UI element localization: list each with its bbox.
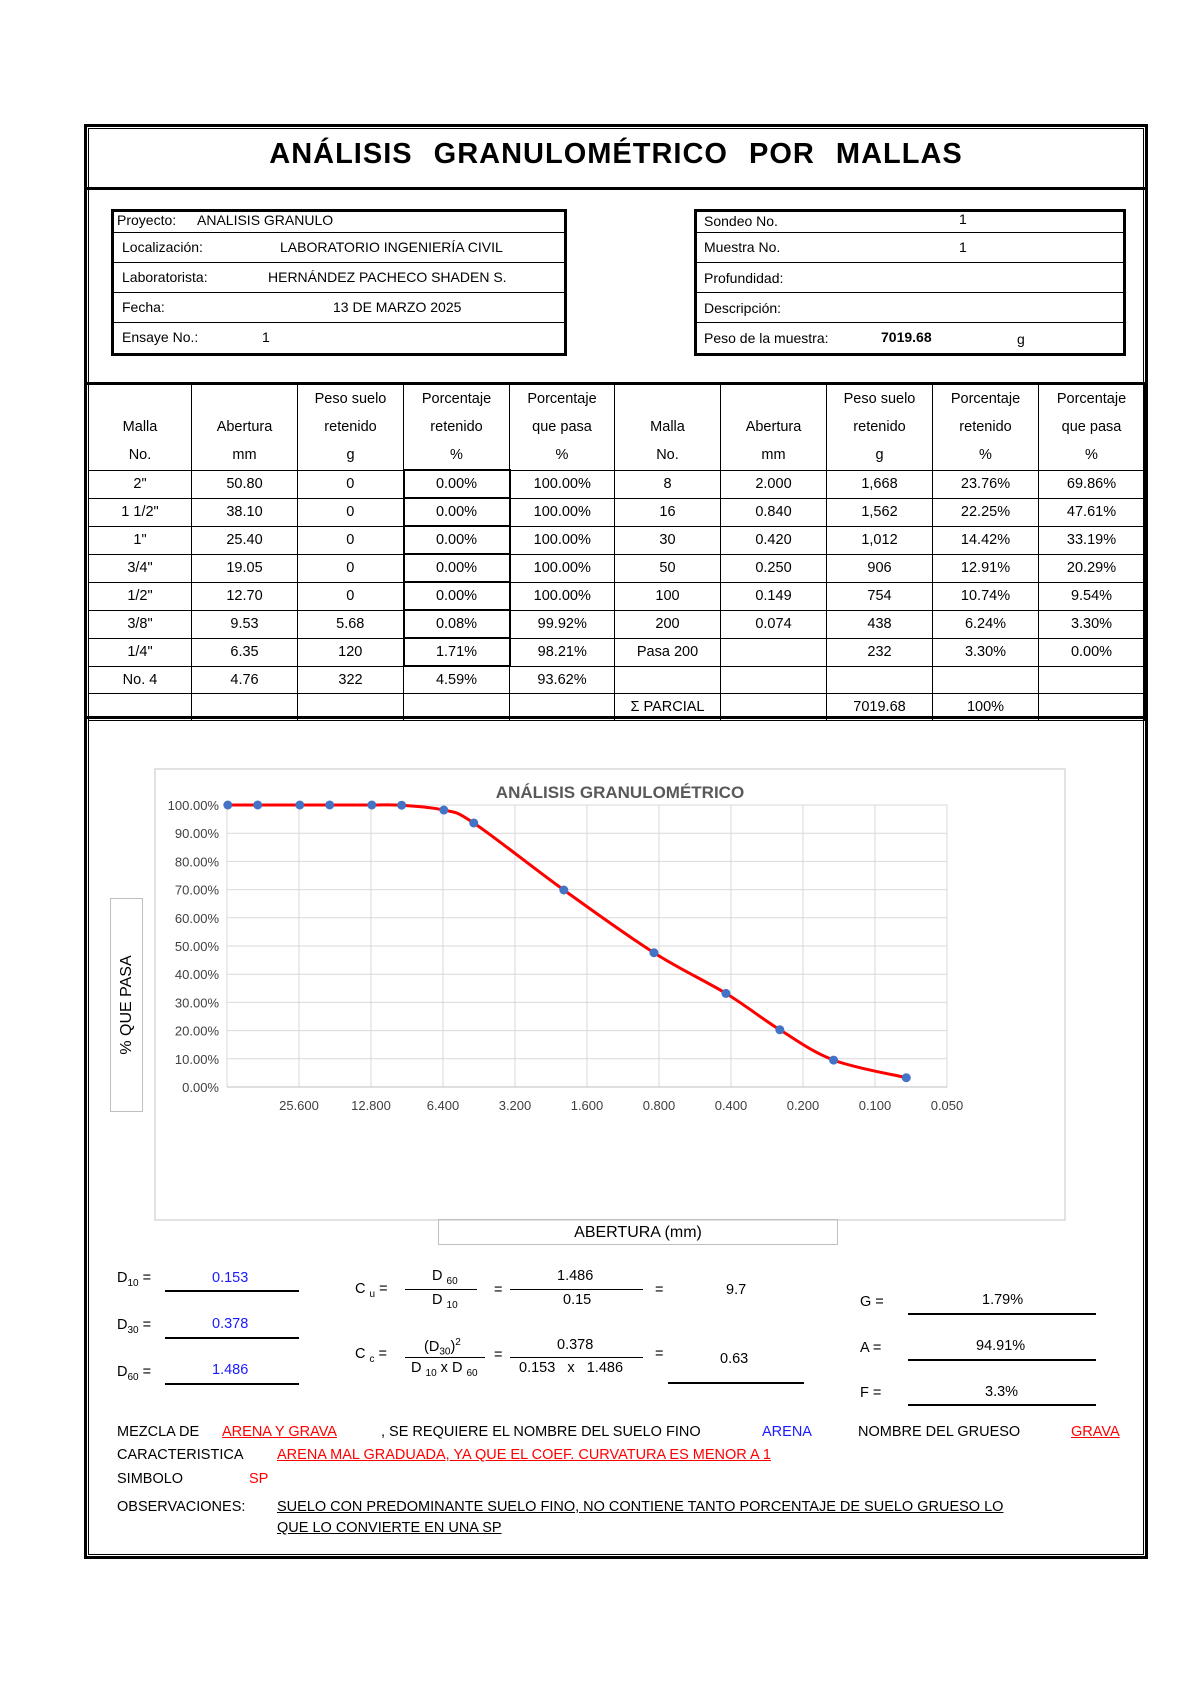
data-point	[325, 801, 334, 810]
info-row-divider	[114, 232, 564, 233]
sondeo-label: Sondeo No.	[704, 213, 778, 229]
table-cell: 98.21%	[510, 638, 615, 666]
y-tick-label: 20.00%	[174, 1023, 219, 1039]
table-cell: 754	[827, 582, 933, 610]
y-tick-label: 30.00%	[174, 995, 219, 1011]
caracteristica-label: CARACTERISTICA	[117, 1447, 244, 1463]
table-cell: 0.149	[721, 582, 827, 610]
table-header-row	[89, 441, 1145, 470]
x-tick-label: 1.600	[570, 1098, 604, 1113]
a-underline	[908, 1359, 1096, 1361]
observaciones-line-2: QUE LO CONVIERTE EN UNA SP	[277, 1520, 502, 1536]
mezcla-label: MEZCLA DE	[117, 1424, 200, 1440]
table-cell: 100.00%	[510, 470, 615, 498]
info-row-divider	[697, 232, 1123, 233]
page-title: ANÁLISIS GRANULOMÉTRICO POR MALLAS	[269, 138, 963, 170]
d10-label: $D_{10}$ =	[117, 1270, 152, 1289]
table-cell: 0	[298, 498, 404, 526]
table-row	[89, 470, 1145, 498]
grueso-label: NOMBRE DEL GRUESO	[858, 1424, 1021, 1440]
data-point	[223, 801, 232, 810]
info-row-divider	[697, 262, 1123, 263]
table-cell: 4.59%	[404, 666, 510, 694]
data-point	[902, 1073, 911, 1082]
table-header-cell: %	[933, 441, 1039, 470]
table-cell: 0.00%	[404, 554, 510, 582]
table-cell: 3/8"	[89, 610, 192, 638]
table-header-cell	[192, 385, 298, 413]
mezcla-value: ARENA Y GRAVA	[222, 1424, 337, 1440]
observaciones-line-1: SUELO CON PREDOMINANTE SUELO FINO, NO CONTIENE TANTO PORCENTAJE DE SUELO GRUESO LO	[277, 1499, 1004, 1515]
cu-label: C $_u$ =	[355, 1281, 388, 1300]
cu-result: 9.7	[726, 1282, 747, 1298]
table-cell: 0	[298, 582, 404, 610]
requiere-text: , SE REQUIERE EL NOMBRE DEL SUELO FINO	[381, 1424, 701, 1440]
g-value: 1.79%	[982, 1292, 1024, 1308]
table-header-cell: %	[404, 441, 510, 470]
d30-value: 0.378	[212, 1316, 249, 1332]
table-header-cell: retenido	[404, 413, 510, 441]
table-cell: 12.70	[192, 582, 298, 610]
table-row	[89, 498, 1145, 526]
table-cell	[721, 666, 827, 694]
ensaye-label: Ensaye No.:	[122, 329, 199, 345]
cc-result-underline	[668, 1382, 804, 1384]
cc-label: C $_c$ =	[355, 1346, 388, 1365]
chart-area	[155, 769, 1065, 1220]
table-cell: 100.00%	[510, 526, 615, 554]
cu-equals-2: =	[655, 1282, 664, 1298]
table-header-cell: g	[298, 441, 404, 470]
table-row	[89, 526, 1145, 554]
table-cell: 22.25%	[933, 498, 1039, 526]
x-tick-label: 0.800	[642, 1098, 676, 1113]
table-cell: 1/4"	[89, 638, 192, 666]
table-cell: 14.42%	[933, 526, 1039, 554]
table-cell: 232	[827, 638, 933, 666]
table-header-cell: %	[1039, 441, 1145, 470]
table-cell: No. 4	[89, 666, 192, 694]
simbolo-value: SP	[249, 1471, 269, 1487]
table-cell: 1.71%	[404, 638, 510, 666]
table-cell	[721, 638, 827, 666]
table-cell: 0.420	[721, 526, 827, 554]
d60-label: $D_{60}$ =	[117, 1364, 152, 1383]
table-cell: 1,012	[827, 526, 933, 554]
table-cell: 12.91%	[933, 554, 1039, 582]
cc-formula-bar	[405, 1357, 485, 1358]
muestra-value: 1	[959, 239, 967, 255]
d30-underline	[165, 1337, 299, 1339]
table-cell: 2"	[89, 470, 192, 498]
f-underline	[908, 1404, 1096, 1406]
table-header-cell: Porcentaje	[933, 385, 1039, 413]
table-cell: 322	[298, 666, 404, 694]
table-cell: 0.08%	[404, 610, 510, 638]
table-cell: 0.074	[721, 610, 827, 638]
y-tick-label: 70.00%	[174, 882, 219, 898]
table-cell: 69.86%	[1039, 470, 1145, 498]
table-cell: 0	[298, 554, 404, 582]
data-point	[469, 818, 478, 827]
simbolo-label: SIMBOLO	[117, 1471, 184, 1487]
table-cell: 100	[615, 582, 721, 610]
cu-value-num: 1.486	[557, 1268, 594, 1284]
laboratorista-value: HERNÁNDEZ PACHECO SHADEN S.	[268, 269, 507, 285]
table-cell	[1039, 666, 1145, 694]
cu-value-bar	[510, 1289, 643, 1290]
descripcion-label: Descripción:	[704, 300, 782, 316]
table-cell: 7019.68	[827, 694, 933, 721]
d30-label: $D_{30}$ =	[117, 1317, 152, 1336]
table-cell: 33.19%	[1039, 526, 1145, 554]
a-label: A =	[860, 1340, 882, 1356]
table-cell: 200	[615, 610, 721, 638]
table-row	[89, 666, 1145, 694]
caracteristica-value: ARENA MAL GRADUADA, YA QUE EL COEF. CURVATURA ES MENOR A 1	[277, 1447, 771, 1463]
fino-value: ARENA	[762, 1424, 812, 1440]
localizacion-label: Localización:	[122, 239, 203, 255]
info-row-divider	[114, 262, 564, 263]
table-cell: 0.00%	[404, 470, 510, 498]
cc-value-num: 0.378	[557, 1337, 594, 1353]
table-cell: 5.68	[298, 610, 404, 638]
x-tick-label: 6.400	[426, 1098, 460, 1113]
fecha-value: 13 DE MARZO 2025	[333, 299, 462, 315]
cu-value-den: 0.15	[563, 1292, 592, 1308]
table-header-cell: Peso suelo	[298, 385, 404, 413]
table-cell: 93.62%	[510, 666, 615, 694]
table-header-row	[89, 413, 1145, 441]
x-tick-label: 12.800	[351, 1098, 391, 1113]
observaciones-label: OBSERVACIONES:	[117, 1499, 246, 1515]
muestra-label: Muestra No.	[704, 239, 781, 255]
x-tick-label: 25.600	[279, 1098, 319, 1113]
cc-formula-den: D $_{10}$ x D $_{60}$	[411, 1360, 478, 1379]
data-point	[775, 1025, 784, 1034]
table-cell: 8	[615, 470, 721, 498]
cc-value-den: 0.153 x 1.486	[519, 1360, 624, 1376]
table-header-cell: Porcentaje	[1039, 385, 1145, 413]
data-point	[649, 948, 658, 957]
table-cell	[827, 666, 933, 694]
g-label: G =	[860, 1294, 884, 1310]
table-cell: 3.30%	[933, 638, 1039, 666]
table-cell: 47.61%	[1039, 498, 1145, 526]
data-point	[439, 806, 448, 815]
table-header-cell: que pasa	[510, 413, 615, 441]
title-divider	[86, 187, 1146, 190]
table-header-cell: que pasa	[1039, 413, 1145, 441]
x-axis-label-box	[438, 1219, 838, 1245]
y-axis-label: % QUE PASA	[117, 955, 135, 1055]
table-cell: 25.40	[192, 526, 298, 554]
table-cell: 3.30%	[1039, 610, 1145, 638]
info-row-divider	[114, 292, 564, 293]
info-row-divider	[697, 292, 1123, 293]
table-cell: 50.80	[192, 470, 298, 498]
cu-equals-1: =	[494, 1282, 503, 1298]
data-point	[721, 989, 730, 998]
data-point	[559, 885, 568, 894]
table-cell: 1 1/2"	[89, 498, 192, 526]
table-header-row	[89, 385, 1145, 413]
table-cell: 100.00%	[510, 554, 615, 582]
y-tick-label: 90.00%	[174, 826, 219, 842]
table-header-cell	[615, 385, 721, 413]
x-tick-label: 3.200	[498, 1098, 532, 1113]
y-tick-label: 40.00%	[174, 967, 219, 983]
table-header-cell: %	[510, 441, 615, 470]
table-header-cell: Peso suelo	[827, 385, 933, 413]
x-tick-label: 0.200	[786, 1098, 820, 1113]
f-value: 3.3%	[985, 1384, 1019, 1400]
y-tick-label: 50.00%	[174, 939, 219, 954]
table-cell: 100.00%	[510, 582, 615, 610]
table-cell: 0.00%	[404, 498, 510, 526]
table-cell: 6.24%	[933, 610, 1039, 638]
table-cell: 4.76	[192, 666, 298, 694]
table-cell: 1/2"	[89, 582, 192, 610]
peso-muestra-unit: g	[1017, 331, 1025, 347]
profundidad-label: Profundidad:	[704, 270, 784, 286]
d60-value: 1.486	[212, 1362, 249, 1378]
table-cell: 438	[827, 610, 933, 638]
table-cell: 9.54%	[1039, 582, 1145, 610]
y-tick-label: 100.00%	[167, 798, 219, 813]
table-header-cell: Malla	[615, 413, 721, 441]
table-cell: 0.00%	[1039, 638, 1145, 666]
y-tick-label: 0.00%	[182, 1080, 219, 1095]
table-cell: 0	[298, 470, 404, 498]
table-cell: 20.29%	[1039, 554, 1145, 582]
cc-formula-num: $(D_{30})^2$	[424, 1337, 461, 1358]
table-header-cell: mm	[721, 441, 827, 470]
d10-underline	[165, 1290, 299, 1292]
ensaye-value: 1	[262, 329, 270, 345]
data-point	[397, 801, 406, 810]
info-row-divider	[697, 322, 1123, 323]
table-cell	[615, 666, 721, 694]
table-cell: 0.00%	[404, 526, 510, 554]
cu-formula-num: D $_{60}$	[432, 1268, 458, 1287]
table-cell: 6.35	[192, 638, 298, 666]
peso-muestra-label: Peso de la muestra:	[704, 330, 829, 346]
table-cell: 50	[615, 554, 721, 582]
table-cell: 10.74%	[933, 582, 1039, 610]
y-tick-label: 80.00%	[174, 854, 219, 870]
proyecto-label: Proyecto:	[117, 212, 177, 228]
x-axis-label: ABERTURA (mm)	[574, 1224, 702, 1241]
proyecto-value: ANALISIS GRANULO	[197, 212, 334, 228]
cc-equals-2: =	[655, 1346, 664, 1362]
table-cell: 16	[615, 498, 721, 526]
data-point	[295, 801, 304, 810]
table-cell: 2.000	[721, 470, 827, 498]
table-header-cell	[721, 385, 827, 413]
table-header-cell: mm	[192, 441, 298, 470]
localizacion-value: LABORATORIO INGENIERÍA CIVIL	[280, 239, 503, 255]
cc-value-bar	[510, 1357, 643, 1358]
table-cell: 120	[298, 638, 404, 666]
table-cell: 1,668	[827, 470, 933, 498]
fecha-label: Fecha:	[122, 299, 165, 315]
y-axis-label-box	[110, 898, 143, 1112]
table-header-cell: g	[827, 441, 933, 470]
table-row	[89, 638, 1145, 666]
table-cell: 19.05	[192, 554, 298, 582]
table-header-cell: Abertura	[192, 413, 298, 441]
cu-formula-den: D $_{10}$	[432, 1292, 458, 1311]
table-header-cell: Porcentaje	[404, 385, 510, 413]
table-row	[89, 610, 1145, 638]
grading-curve-chart	[150, 765, 1070, 1235]
cc-result: 0.63	[720, 1351, 749, 1367]
table-header-cell: Malla	[89, 413, 192, 441]
table-header-cell: retenido	[933, 413, 1039, 441]
sieve-table	[88, 385, 1145, 721]
table-header-cell: Abertura	[721, 413, 827, 441]
peso-muestra-value: 7019.68	[881, 329, 932, 345]
x-tick-label: 0.100	[858, 1098, 892, 1113]
f-label: F =	[860, 1385, 882, 1401]
table-header-cell	[89, 385, 192, 413]
table-cell	[933, 666, 1039, 694]
table-cell: Σ PARCIAL	[615, 694, 721, 721]
chart-title: ANÁLISIS GRANULOMÉTRICO	[495, 783, 745, 802]
data-point	[253, 801, 262, 810]
y-tick-label: 10.00%	[174, 1051, 219, 1067]
y-tick-label: 60.00%	[174, 910, 219, 926]
table-row	[89, 582, 1145, 610]
table-divider	[86, 716, 1146, 719]
table-cell: 0.840	[721, 498, 827, 526]
table-cell: 99.92%	[510, 610, 615, 638]
table-cell: 3/4"	[89, 554, 192, 582]
laboratorista-label: Laboratorista:	[122, 269, 208, 285]
table-cell: 0	[298, 526, 404, 554]
a-value: 94.91%	[976, 1338, 1026, 1354]
data-point	[829, 1056, 838, 1065]
cu-formula-bar	[405, 1289, 477, 1290]
d10-value: 0.153	[212, 1270, 249, 1286]
table-cell: 30	[615, 526, 721, 554]
table-header-cell: retenido	[298, 413, 404, 441]
table-cell: 0.250	[721, 554, 827, 582]
table-cell: 1,562	[827, 498, 933, 526]
table-header-cell: No.	[615, 441, 721, 470]
table-header-cell: retenido	[827, 413, 933, 441]
sondeo-value: 1	[959, 211, 967, 227]
table-cell: 100.00%	[510, 498, 615, 526]
table-cell: 100%	[933, 694, 1039, 721]
info-row-divider	[114, 322, 564, 323]
g-underline	[908, 1313, 1096, 1315]
table-cell: 23.76%	[933, 470, 1039, 498]
table-cell: 9.53	[192, 610, 298, 638]
table-cell: 1"	[89, 526, 192, 554]
grueso-value: GRAVA	[1071, 1424, 1120, 1440]
table-cell: Pasa 200	[615, 638, 721, 666]
x-tick-label: 0.050	[930, 1098, 964, 1113]
table-header-cell: No.	[89, 441, 192, 470]
cc-equals-1: =	[494, 1347, 503, 1363]
table-row	[89, 554, 1145, 582]
data-point	[367, 801, 376, 810]
x-tick-label: 0.400	[714, 1098, 748, 1113]
table-cell: 38.10	[192, 498, 298, 526]
table-header-cell: Porcentaje	[510, 385, 615, 413]
table-cell: 906	[827, 554, 933, 582]
d60-underline	[165, 1383, 299, 1385]
table-cell: 0.00%	[404, 582, 510, 610]
